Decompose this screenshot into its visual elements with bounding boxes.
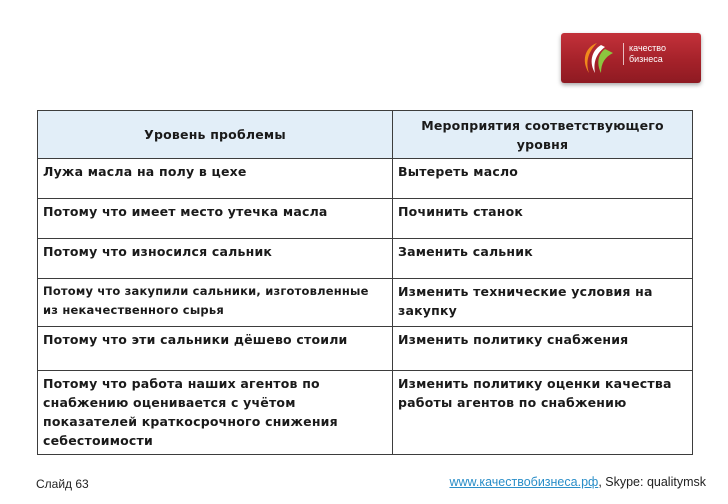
logo-line-2: бизнеса [629,54,663,64]
measure-cell: Изменить технические условия на закупку [393,279,693,327]
measure-cell: Починить станок [393,199,693,239]
measure-cell: Заменить сальник [393,239,693,279]
measure-cell: Вытереть масло [393,159,693,199]
problem-cell: Потому что износился сальник [38,239,393,279]
problem-levels-table [37,110,693,455]
table-row [38,279,693,327]
table-row [38,159,693,199]
table-row [38,199,693,239]
table-row [38,371,693,455]
logo-line-1: качество [629,43,666,53]
problem-cell: Потому что имеет место утечка масла [38,199,393,239]
footer-contacts [449,475,706,489]
slide-number: Слайд 63 [36,477,89,491]
table-header-row [38,111,693,159]
problem-cell: Потому что закупили сальники, изготовленные из некачественного сырья [38,279,393,327]
logo-text [623,43,695,65]
kachestvo-biznesa-logo-icon [575,39,619,77]
website-link[interactable]: www.качествобизнеса.рф [449,475,599,489]
table-row [38,239,693,279]
measure-cell: Изменить политику оценки качества работы агентов по снабжению [393,371,693,455]
brand-logo [561,33,701,83]
column-header-problem-level: Уровень проблемы [38,111,393,159]
problem-cell: Потому что эти сальники дёшево стоили [38,327,393,371]
problem-cell: Лужа масла на полу в цехе [38,159,393,199]
measure-cell: Изменить политику снабжения [393,327,693,371]
problem-cell: Потому что работа наших агентов по снабжению оценивается с учётом показателей краткосрочного снижения себестоимости [38,371,393,455]
skype-contact: , Skype: qualitymsk [598,475,706,489]
column-header-measures: Мероприятия соответствующего уровня [393,111,693,159]
table-row [38,327,693,371]
